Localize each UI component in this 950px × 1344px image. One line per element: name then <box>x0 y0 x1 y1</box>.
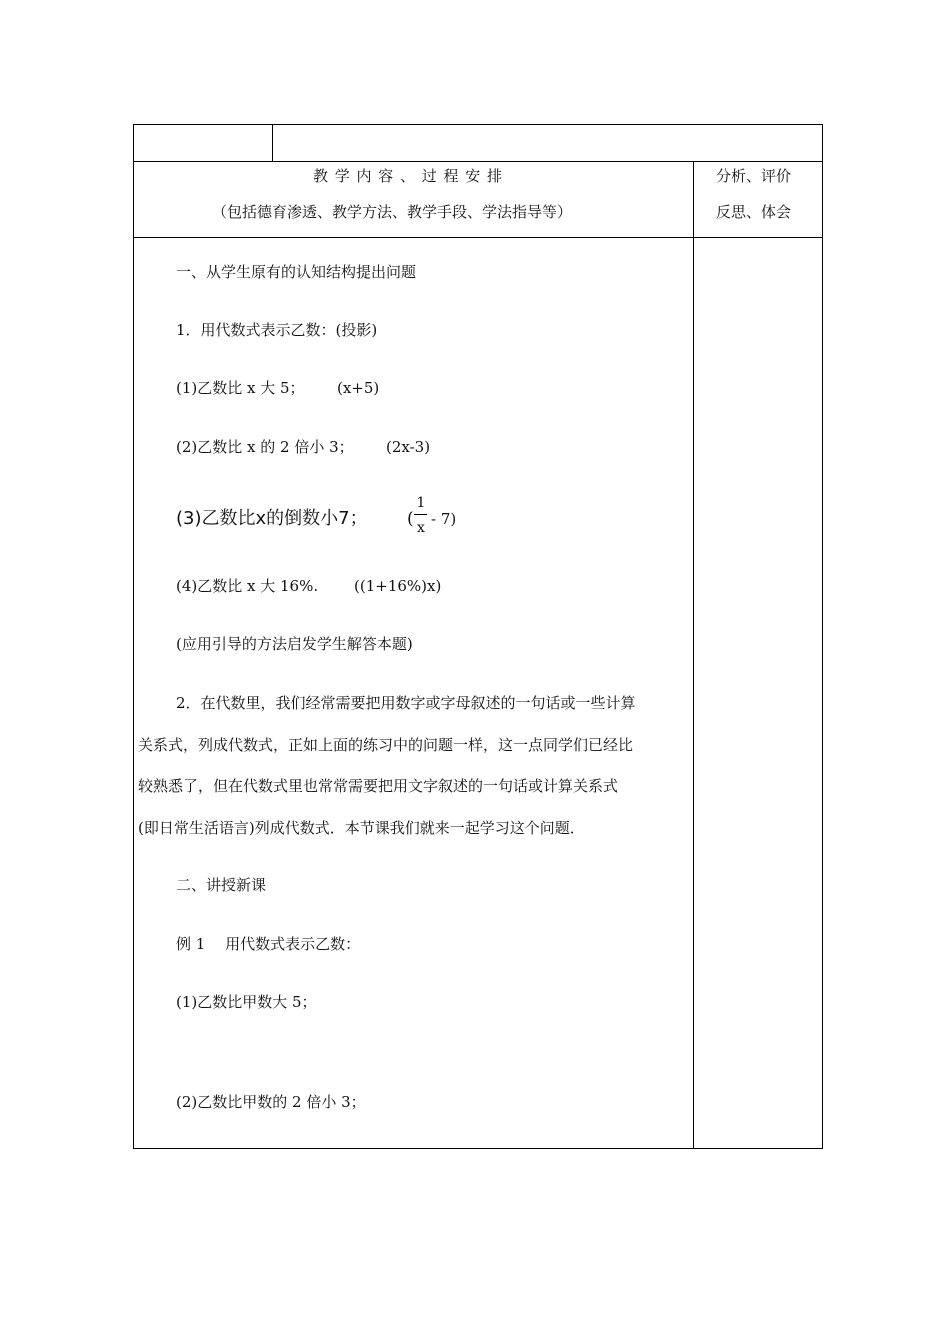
example1-sub-2: (2)乙数比甲数的 2 倍小 3； <box>176 1093 366 1111</box>
item2-line-1: 2．在代数里，我们经常需要把用数字或字母叙述的一句话或一些计算 <box>176 694 636 712</box>
section1-title: 一、从学生原有的认知结构提出问题 <box>176 263 417 281</box>
item1-text: 1．用代数式表示乙数：(投影) <box>176 321 378 339</box>
item2-line-3: 较熟悉了，但在代数式里也常常需要把用文字叙述的一句话或计算关系式 <box>138 777 619 795</box>
sub-item-2: (2)乙数比 x 的 2 倍小 3； <box>176 438 354 456</box>
header-subtitle: （包括德育渗透、教学方法、教学手段、学法指导等） <box>212 203 573 221</box>
header-bottom-rule <box>133 237 823 238</box>
side-header-line1: 分析、评价 <box>716 167 792 185</box>
answer-1: (x+5) <box>337 379 380 397</box>
answer-3-rest: - 7) <box>431 510 457 528</box>
row1-column-divider <box>272 124 273 162</box>
example1-sub-1: (1)乙数比甲数大 5； <box>176 993 317 1011</box>
method-note: (应用引导的方法启发学生解答本题) <box>176 635 413 653</box>
row1-bottom-rule <box>133 161 823 162</box>
table-border-right <box>822 124 823 1149</box>
table-border-left <box>133 124 134 1149</box>
answer-3-fraction-bar <box>414 514 427 515</box>
side-header-line2: 反思、体会 <box>716 203 792 221</box>
answer-2: (2x-3) <box>386 438 431 456</box>
table-border-bottom <box>133 1148 823 1149</box>
answer-3-denominator: x <box>417 520 425 536</box>
example1-title: 例 1 用代数式表示乙数： <box>176 935 361 953</box>
side-column-divider <box>693 161 694 1149</box>
answer-3-numerator: 1 <box>416 495 426 511</box>
item2-line-4: (即日常生活语言)列成代数式．本节课我们就来一起学习这个问题． <box>138 819 585 837</box>
item2-line-2: 关系式，列成代数式，正如上面的练习中的问题一样，这一点同学们已经比 <box>138 736 634 754</box>
table-border-top <box>133 124 823 125</box>
answer-4: ((1+16%)x) <box>354 577 442 595</box>
section2-title: 二、讲授新课 <box>176 876 267 894</box>
sub-item-3: (3)乙数比x的倒数小7； <box>176 508 368 529</box>
sub-item-4: (4)乙数比 x 大 16%. <box>176 577 319 595</box>
header-title: 教学内容、过程安排 <box>313 167 509 185</box>
sub-item-1: (1)乙数比 x 大 5； <box>176 379 305 397</box>
answer-3-open-paren: ( <box>407 509 414 529</box>
